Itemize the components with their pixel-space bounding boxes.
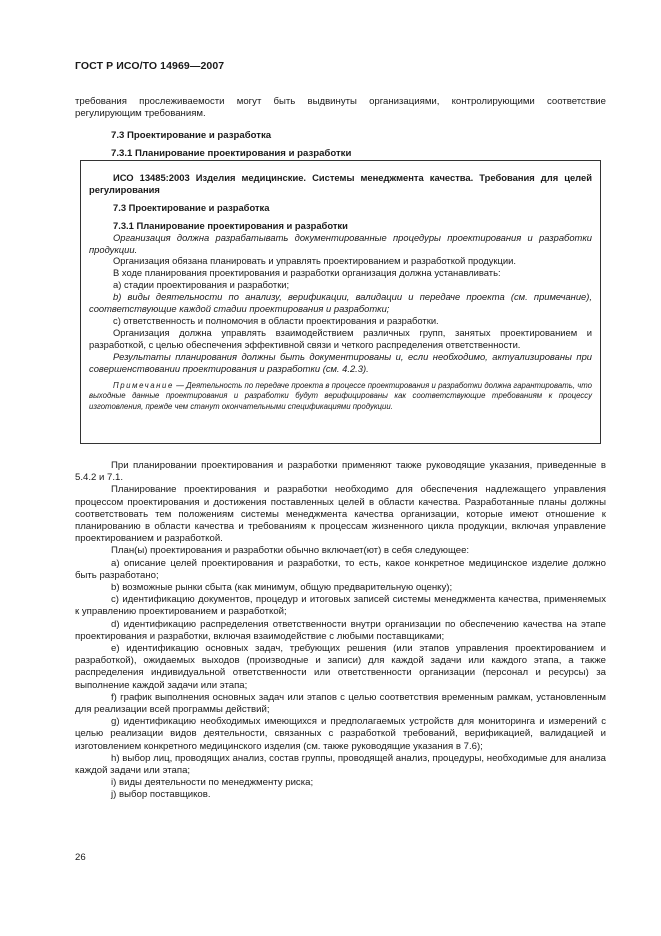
quote-list-item-c: c) ответственность и полномочия в области проектирования и разработки. (113, 314, 439, 326)
intro-paragraph: требования прослеживаемости могут быть выдвинуты организациями, контролирующими соответствие регулирующим требованиям. (75, 96, 606, 120)
main-body (75, 460, 606, 802)
quote-note (89, 381, 592, 413)
page-number: 26 (75, 852, 86, 863)
list-item-i: i) виды деятельности по менеджменту риска; (111, 777, 314, 789)
body-paragraph: При планировании проектирования и разработки применяют также руководящие указания, приведенные в 5.4.2 и 7.1. (75, 460, 606, 484)
list-item-e: e) идентификацию основных задач, требующих решения (или этапов управления проектированием и разработкой), ожидаемых выходов (производные и записи) для каждой задачи или каждого этапа, а также распределения индивидуальной ответственности или ответственности организации (персонал и ресурсы) за выполнение каждой задачи или этапа; (75, 643, 606, 691)
quote-heading-7-3: 7.3 Проектирование и разработка (113, 201, 270, 213)
body-paragraph: План(ы) проектирования и разработки обычно включает(ют) в себя следующее: (111, 545, 470, 557)
note-label: Примечание (113, 380, 174, 390)
note-text: — Деятельность по передаче проекта в процессе проектирования и разработки должна гарантировать, что выходные данные проектирования и разработки будут верифицированы как соответствующие требованиям к процессу изготовления, прежде чем станут окончательными спецификациями продукции. (89, 380, 592, 411)
list-item-a: a) описание целей проектирования и разработки, то есть, какое конкретное медицинское изделие должно быть разработано; (75, 557, 606, 581)
quote-paragraph: Организация обязана планировать и управлять проектированием и разработкой продукции. (113, 255, 516, 267)
standard-quote-box (80, 160, 601, 444)
quote-paragraph: В ходе планирования проектирования и разработки организация должна устанавливать: (113, 267, 501, 279)
quote-box-title: ИСО 13485:2003 Изделия медицинские. Системы менеджмента качества. Требования для целей регулирования (89, 172, 592, 195)
quote-paragraph: Организация должна управлять взаимодействием различных групп, занятых проектированием и разработкой, с целью обеспечения эффективной связи и четкого распределения ответственности. (89, 326, 592, 350)
quote-list-item-a: a) стадии проектирования и разработки; (113, 279, 290, 291)
quote-paragraph: Организация должна разрабатывать документированные процедуры проектирования и разработки продукции. (89, 231, 592, 255)
list-item-c: c) идентификацию документов, процедур и итоговых записей системы менеджмента качества, применяемых к управлению проектированием и разработкой; (75, 594, 606, 618)
quote-heading-7-3-1: 7.3.1 Планирование проектирования и разработки (113, 219, 348, 231)
list-item-j: j) выбор поставщиков. (111, 789, 211, 801)
body-paragraph: Планирование проектирования и разработки необходимо для обеспечения надлежащего управления процессом проектирования и достижения поставленных целей в области качества. Разработанные планы должны соответствовать тем положениям системы менеджмента качества организации, которые имеют отношение к планированию в области качества и требованиям к процессам жизненного цикла продукции, включая управление проектированием и разработкой. (75, 484, 606, 545)
section-heading-7-3-1: 7.3.1 Планирование проектирования и разработки (111, 148, 352, 159)
list-item-f: f) график выполнения основных задач или этапов с целью соответствия временным рамкам, установленным для реализации всей программы действий; (75, 691, 606, 716)
list-item-h: h) выбор лиц, проводящих анализ, состав группы, проводящей анализ, процедуры, необходимые для анализа каждой задачи или этапа; (75, 752, 606, 777)
list-item-g: g) идентификацию необходимых имеющихся и предполагаемых устройств для мониторинга и измерений с целью реализации видов деятельности, связанных с разработкой требований, верификацией, валидацией и изготовлением конкретного медицинского изделия (см. также руководящие указания в 7.6); (75, 716, 606, 752)
section-heading-7-3: 7.3 Проектирование и разработка (111, 130, 272, 141)
quote-list-item-b: b) виды деятельности по анализу, верификации, валидации и передаче проекта (см. примечание), соответствующие каждой стадии проектирования и разработки; (89, 291, 592, 315)
list-item-b: b) возможные рынки сбыта (как минимум, общую предварительную оценку); (111, 582, 453, 594)
quote-paragraph: Результаты планирования должны быть документированы и, если необходимо, актуализированы при совершенствовании проектирования и разработки (см. 4.2.3). (89, 350, 592, 374)
document-header: ГОСТ Р ИСО/ТО 14969—2007 (75, 60, 225, 72)
list-item-d: d) идентификацию распределения ответственности внутри организации по обеспечению качества на этапе проектирования и разработки, включая взаимодействие с любыми поставщиками; (75, 618, 606, 642)
